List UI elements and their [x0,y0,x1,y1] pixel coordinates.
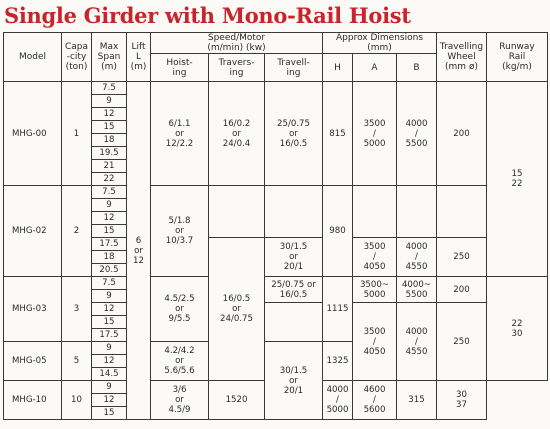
b-cell: 4000 / 4550 [397,303,437,381]
span-cell: 7.5 [92,186,127,199]
header-model: Model [4,33,62,82]
wheel-cell: 200 [437,82,487,186]
wheel-cell: 200 [437,277,487,303]
header-travelling: Travell- ing [265,54,323,82]
hoisting-cell: 5/1.8 or 10/3.7 [151,186,209,277]
span-cell: 22 [92,173,127,186]
capacity-cell: 2 [62,186,92,277]
h-cell: 1115 [323,277,353,342]
span-cell: 17.5 [92,238,127,251]
model-cell: MHG-02 [4,186,62,277]
travelling-cell: 30/1.5 or 20/1 [265,238,323,277]
header-capacity: Capa -city (ton) [62,33,92,82]
span-cell: 17.5 [92,329,127,342]
a-cell: 3500 / 5000 [353,82,397,186]
header-speed: Speed/Motor (m/min) (kw) [151,33,323,54]
header-travelling-wheel: Travelling Wheel (mm ø) [437,33,487,82]
span-cell: 20.5 [92,264,127,277]
header-h: H [323,54,353,82]
span-cell: 18 [92,251,127,264]
span-cell: 12 [92,212,127,225]
wheel-cell [437,186,487,238]
span-cell: 9 [92,199,127,212]
h-cell: 1325 [323,342,353,381]
header-traversing: Travers- ing [209,54,265,82]
header-lift: Lift L (m) [127,33,151,82]
specifications-table [3,32,548,420]
h-cell: 980 [323,186,353,277]
hoisting-cell: 4.5/2.5 or 9/5.5 [151,277,209,342]
h-cell: 815 [323,82,353,186]
wheel-cell: 250 [437,303,487,381]
span-cell: 12 [92,303,127,316]
span-cell: 12 [92,108,127,121]
model-cell: MHG-05 [4,342,62,381]
traversing-cell: 16/0.2 or 24/0.4 [209,82,265,186]
travelling-cell: 25/0.75 or 16/0.5 [265,277,323,303]
hoisting-cell: 4.2/4.2 or 5.6/5.6 [151,342,209,381]
a-cell [353,186,397,238]
wheel-cell: 315 [397,381,437,420]
header-runway-rail: Runway Rail (kg/m) [487,33,548,82]
rail-cell: 15 22 [487,82,548,277]
a-cell: 3500~ 5000 [353,277,397,303]
span-cell: 14.5 [92,368,127,381]
span-cell: 21 [92,160,127,173]
span-cell: 19.5 [92,147,127,160]
capacity-cell: 5 [62,342,92,381]
b-cell [397,186,437,238]
b-cell: 4600 / 5600 [353,381,397,420]
a-cell: 4000 / 5000 [323,381,353,420]
traversing-cell: 16/0.5 or 24/0.75 [209,238,265,381]
header-a: A [353,54,397,82]
model-cell: MHG-03 [4,277,62,342]
span-cell: 12 [92,394,127,407]
span-cell: 12 [92,355,127,368]
h-cell: 1520 [209,381,265,420]
model-cell: MHG-10 [4,381,62,420]
wheel-cell: 250 [437,238,487,277]
travelling-cell [265,186,323,238]
hoisting-cell: 3/6 or 4.5/9 [151,381,209,420]
model-cell: MHG-00 [4,82,62,186]
header-hoisting: Hoist- ing [151,54,209,82]
span-cell: 15 [92,407,127,420]
header-dimensions: Approx Dimensions (mm) [323,33,437,54]
a-cell: 3500 / 4050 [353,303,397,381]
page-title: Single Girder with Mono-Rail Hoist [4,3,411,28]
travelling-cell: 25/0.75 or 16/0.5 [265,82,323,186]
header-b: B [397,54,437,82]
header-max-span: Max Span (m) [92,33,127,82]
travelling-cell [265,303,323,342]
span-cell: 9 [92,342,127,355]
span-cell: 9 [92,290,127,303]
span-cell: 15 [92,316,127,329]
rail-cell: 22 30 [487,277,548,381]
b-cell: 4000~ 5500 [397,277,437,303]
b-cell: 4000 / 4550 [397,238,437,277]
span-cell: 7.5 [92,277,127,290]
capacity-cell: 1 [62,82,92,186]
span-cell: 7.5 [92,82,127,95]
travelling-cell: 30/1.5 or 20/1 [265,342,323,420]
traversing-cell [209,186,265,238]
lift-cell: 6 or 12 [127,82,151,420]
rail-cell: 30 37 [437,381,487,420]
capacity-cell: 10 [62,381,92,420]
capacity-cell: 3 [62,277,92,342]
a-cell: 3500 / 4050 [353,238,397,277]
b-cell: 4000 / 5500 [397,82,437,186]
span-cell: 15 [92,121,127,134]
span-cell: 9 [92,381,127,394]
span-cell: 15 [92,225,127,238]
hoisting-cell: 6/1.1 or 12/2.2 [151,82,209,186]
span-cell: 9 [92,95,127,108]
span-cell: 18 [92,134,127,147]
